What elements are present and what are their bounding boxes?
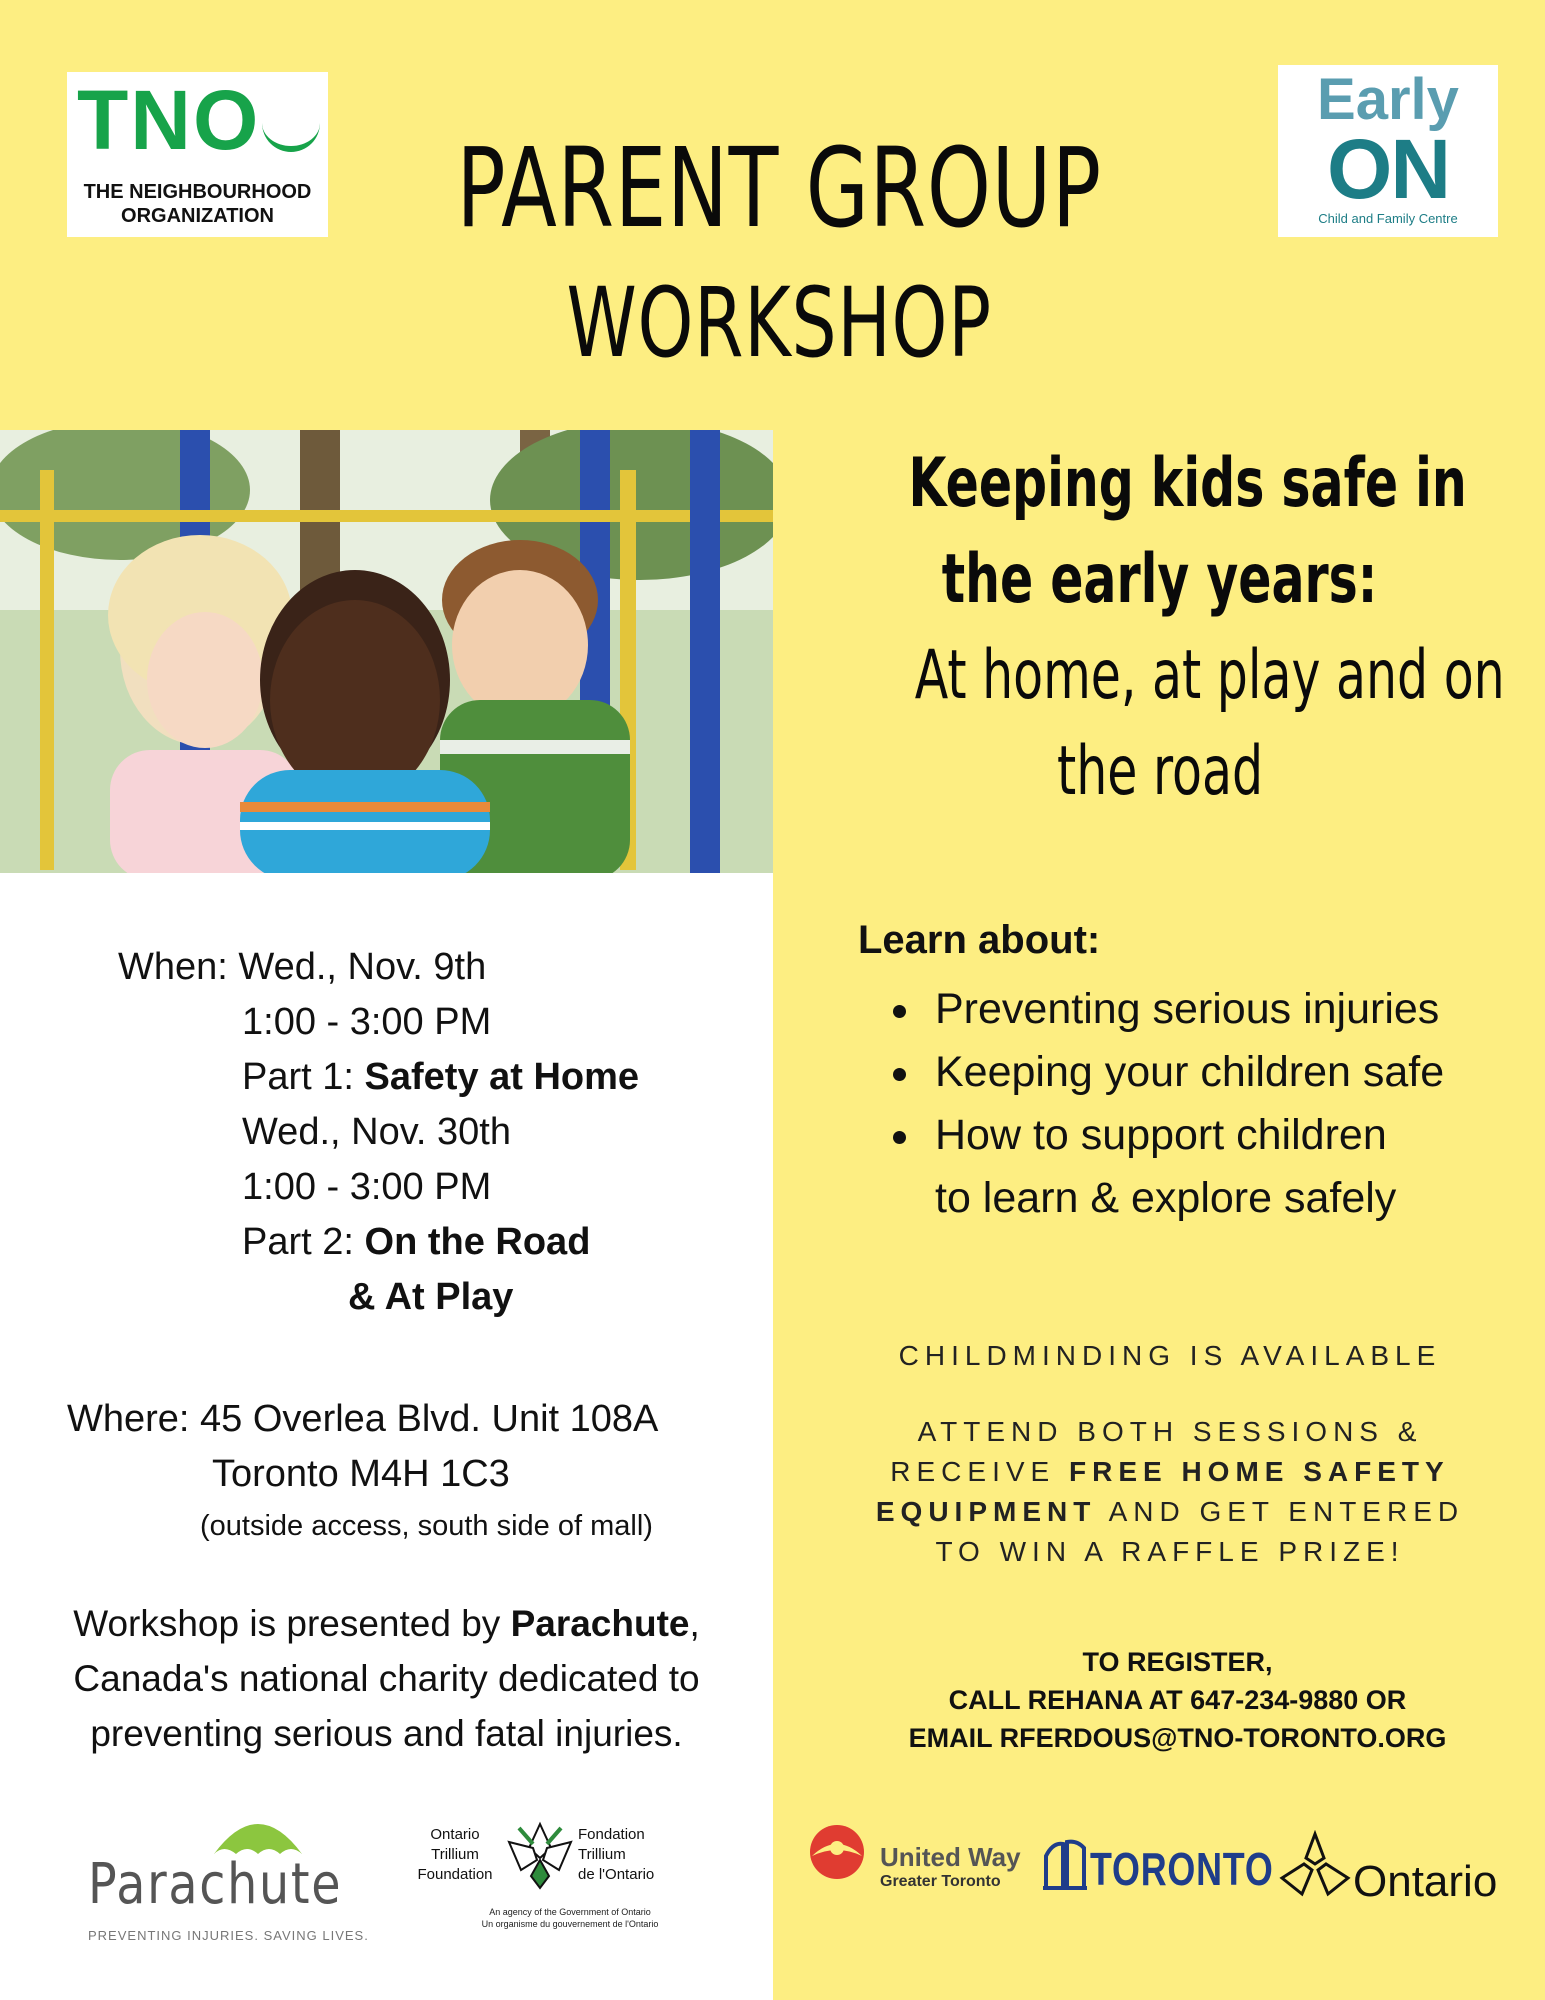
list-item: How to support children	[893, 1104, 1444, 1167]
register-email: EMAIL RFERDOUS@TNO-TORONTO.ORG	[908, 1723, 1447, 1753]
tno-logo-letters: TNO	[77, 73, 261, 167]
offer-line1: ATTEND BOTH SESSIONS &	[917, 1416, 1423, 1447]
otf-fr-line2: Trillium	[578, 1846, 626, 1863]
presenter-line1	[0, 1596, 773, 1651]
list-item: Keeping your children safe	[893, 1041, 1444, 1104]
session2-time: 1:00 - 3:00 PM	[242, 1166, 492, 1208]
bullet-icon	[893, 1068, 906, 1081]
session1-date: Wed., Nov. 9th	[238, 946, 487, 988]
tno-name-line1: THE NEIGHBOURHOOD	[83, 181, 312, 203]
childminding-note: CHILDMINDING IS AVAILABLE	[898, 1340, 1442, 1371]
otf-fr-line1: Fondation	[578, 1826, 645, 1843]
session2-part	[242, 1215, 590, 1270]
otf-en-line3: Foundation	[417, 1866, 493, 1883]
session1-part	[242, 1050, 639, 1105]
part2-title-line1: On the Road	[364, 1221, 591, 1263]
part2-title-line2: & At Play	[348, 1276, 514, 1318]
toronto-wordmark: TORONTO	[1090, 1843, 1274, 1895]
learn-list	[893, 978, 1444, 1230]
register-line1: TO REGISTER,	[1082, 1647, 1273, 1677]
headline-line1: Keeping kids safe in	[908, 444, 1467, 523]
offer-line2	[820, 1452, 1520, 1492]
headline-line3: At home, at play and on	[914, 636, 1505, 715]
playground-illustration	[0, 430, 773, 873]
session2-date: Wed., Nov. 30th	[242, 1111, 511, 1153]
offer-line2-pre: RECEIVE	[890, 1456, 1056, 1487]
united-way-line1: United Way	[880, 1842, 1021, 1872]
presenter-name: Parachute	[510, 1603, 690, 1644]
offer-line3	[820, 1492, 1520, 1532]
otf-en-line1: Ontario	[430, 1826, 480, 1843]
trillium-flower-icon	[505, 1818, 575, 1892]
earlyon-subtitle: Child and Family Centre	[1318, 211, 1458, 226]
address-line2: Toronto M4H 1C3	[212, 1453, 510, 1495]
list-item: to learn & explore safely	[935, 1174, 1397, 1222]
address-line1: 45 Overlea Blvd. Unit 108A	[200, 1398, 659, 1440]
session1-time: 1:00 - 3:00 PM	[242, 1001, 492, 1043]
bullet-icon	[893, 1005, 906, 1018]
part2-label: Part 2:	[242, 1221, 354, 1263]
parachute-tagline: PREVENTING INJURIES. SAVING LIVES.	[88, 1928, 369, 1943]
earlyon-word: Early	[1317, 67, 1459, 132]
presenter-suffix: ,	[689, 1603, 700, 1644]
earlyon-logo	[1278, 65, 1498, 237]
otf-en-line2: Trillium	[431, 1846, 479, 1863]
when-row	[118, 940, 486, 995]
children-photo	[0, 430, 773, 873]
page-title: PARENT GROUP	[456, 124, 1102, 252]
header-banner	[0, 0, 1545, 430]
presenter-line2: Canada's national charity dedicated to	[73, 1658, 700, 1699]
united-way-line2: Greater Toronto	[880, 1873, 1001, 1890]
offer-line2-bold: FREE HOME SAFETY	[1069, 1456, 1450, 1487]
parachute-wordmark: Parachute	[88, 1852, 343, 1917]
learn-title: Learn about:	[858, 918, 1101, 962]
headline-line2: the early years:	[942, 540, 1378, 619]
ontario-wordmark: Ontario	[1353, 1857, 1498, 1906]
presenter-line3: preventing serious and fatal injuries.	[90, 1713, 683, 1754]
bullet-icon	[893, 1131, 906, 1144]
presenter-prefix: Workshop is presented by	[73, 1603, 501, 1644]
united-way-hand-icon	[802, 1822, 872, 1884]
offer-line4: TO WIN A RAFFLE PRIZE!	[935, 1536, 1405, 1567]
list-item: Preventing serious injuries	[893, 978, 1444, 1041]
offer-line3-bold: EQUIPMENT	[875, 1496, 1097, 1527]
register-phone: CALL REHANA AT 647-234-9880 OR	[948, 1685, 1407, 1715]
headline-line4: the road	[1056, 732, 1264, 811]
earlyon-on: ON	[1327, 122, 1449, 216]
otf-fr-line3: de l'Ontario	[578, 1866, 655, 1883]
otf-agency-fr: Un organisme du gouvernement de l'Ontario	[481, 1919, 659, 1929]
when-label: When:	[118, 946, 228, 988]
part1-label: Part 1:	[242, 1056, 354, 1098]
where-row	[67, 1392, 658, 1447]
trillium-icon	[1278, 1830, 1352, 1904]
register-info	[820, 1643, 1535, 1757]
otf-agency-en: An agency of the Government of Ontario	[489, 1907, 651, 1917]
part1-title: Safety at Home	[364, 1056, 640, 1098]
city-hall-icon	[1043, 1838, 1087, 1890]
address-note: (outside access, south side of mall)	[200, 1510, 653, 1542]
page-subtitle: WORKSHOP	[566, 267, 992, 379]
where-label: Where:	[67, 1398, 190, 1440]
offer-line3-post: AND GET ENTERED	[1108, 1496, 1465, 1527]
tno-name-line2: ORGANIZATION	[121, 205, 274, 227]
